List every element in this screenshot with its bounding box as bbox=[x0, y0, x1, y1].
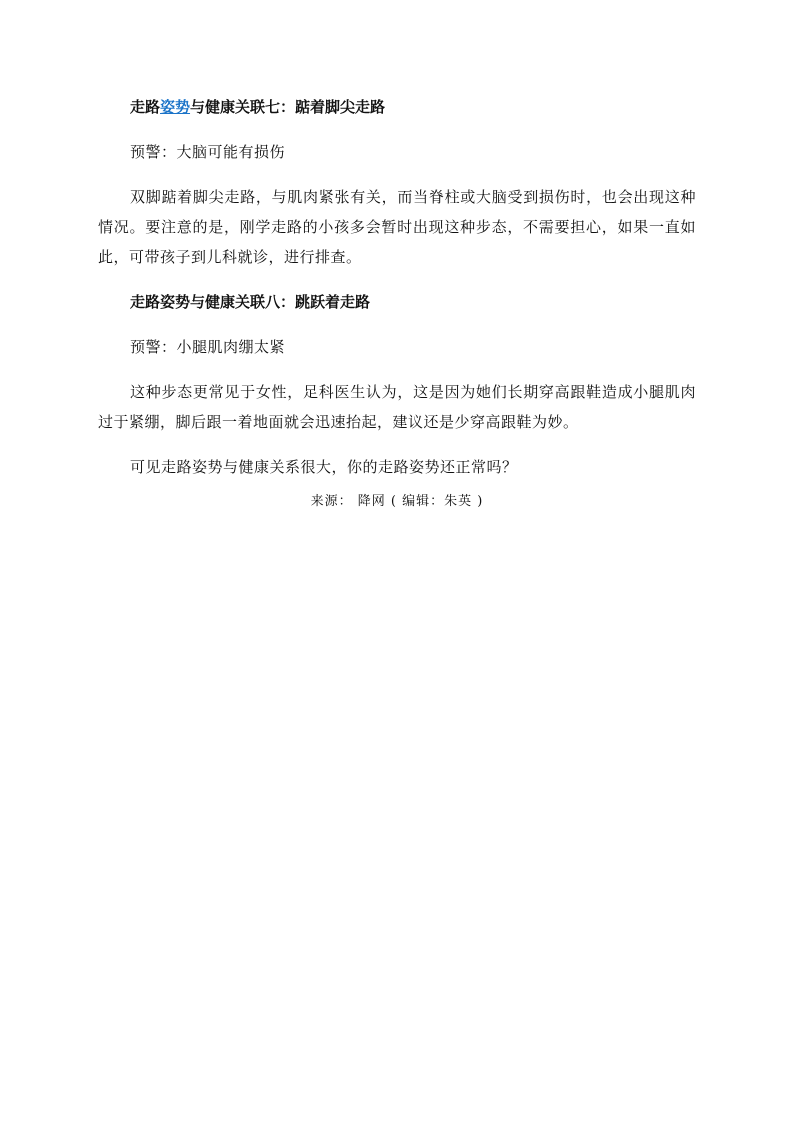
article-content bbox=[98, 93, 696, 513]
posture-keyword-link[interactable]: 姿势 bbox=[160, 98, 191, 116]
section-7-heading-prefix: 走路 bbox=[130, 98, 161, 116]
section-7-body: 双脚踮着脚尖走路，与肌肉紧张有关，而当脊柱或大脑受到损伤时，也会出现这种情况。要注意的是，刚学走路的小孩多会暂时出现这种步态，不需要担心，如果一直如此，可带孩子到儿科就诊，进行排查。 bbox=[98, 188, 696, 266]
conclusion-paragraph: 可见走路姿势与健康关系很大，你的走路姿势还正常吗？ bbox=[130, 458, 518, 476]
section-8-body: 这种步态更常见于女性，足科医生认为，这是因为她们长期穿高跟鞋造成小腿肌肉过于紧绷，脚后跟一着地面就会迅速抬起，建议还是少穿高跟鞋为妙。 bbox=[98, 383, 696, 431]
section-7-warning: 预警：大脑可能有损伤 bbox=[130, 143, 286, 161]
section-7-heading bbox=[98, 93, 696, 121]
section-7-heading-suffix: 与健康关联七：踮着脚尖走路 bbox=[190, 98, 386, 116]
section-8-warning: 预警：小腿肌肉绷太紧 bbox=[130, 338, 286, 356]
source-credit: 来源： 降网 ( 编辑：朱英 ) bbox=[310, 494, 484, 509]
section-8-heading: 走路姿势与健康关联八：跳跃着走路 bbox=[130, 293, 371, 311]
